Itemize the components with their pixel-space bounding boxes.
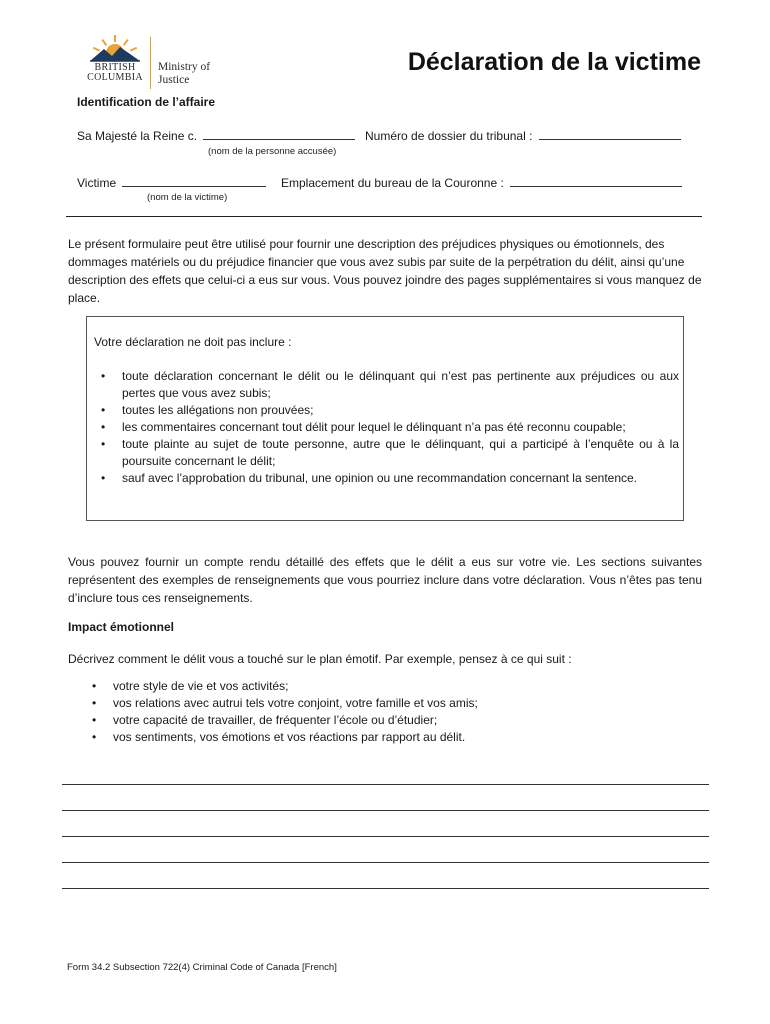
crown-field [77, 128, 355, 143]
list-item: • votre capacité de travailler, de fréquenter l’école ou d’étudier; [113, 712, 673, 729]
list-item: • sauf avec l’approbation du tribunal, une opinion ou une recommandation concernant la sentence. [122, 470, 679, 487]
emotional-impact-prompt: Décrivez comment le délit vous a touché sur le plan émotif. Par exemple, pensez à ce qui suit : [68, 652, 572, 666]
bc-sun-mountains-icon [82, 33, 148, 65]
case-identification-heading: Identification de l’affaire [77, 95, 216, 109]
section-divider [66, 216, 702, 217]
list-item: • toute déclaration concernant le délit ou le délinquant qui n’est pas pertinente aux préjudices ou aux pertes que vous avez subis; [122, 368, 679, 402]
detail-paragraph: Vous pouvez fournir un compte rendu détaillé des effets que le délit a eus sur votre vie. Les sections suivantes représentent des exemples de renseignements que vous pourriez inclure dans votre déclaration. Vous n’êtes pas tenu d’inclure tous ces renseignements. [68, 555, 702, 605]
exclusions-list [87, 368, 685, 487]
victim-name-input[interactable] [122, 175, 266, 187]
emotional-impact-list [113, 678, 673, 746]
victim-name-note: (nom de la victime) [147, 192, 228, 203]
exclusions-box [86, 316, 684, 521]
answer-line[interactable] [62, 888, 709, 889]
list-item: • toutes les allégations non prouvées; [122, 402, 679, 419]
crown-office-input[interactable] [510, 175, 682, 187]
exclusions-title: Votre déclaration ne doit pas inclure : [94, 335, 292, 349]
page-title: Déclaration de la victime [407, 48, 701, 76]
logo-org-name: BRITISH COLUMBIA [87, 62, 143, 83]
answer-line[interactable] [62, 862, 709, 863]
emotional-impact-heading: Impact émotionnel [68, 620, 175, 634]
logo-divider [150, 37, 151, 89]
list-item: • vos sentiments, vos émotions et vos réactions par rapport au délit. [113, 729, 673, 746]
logo-ministry: Ministry of Justice [158, 61, 211, 86]
court-file-input[interactable] [539, 128, 681, 140]
list-item: • vos relations avec autrui tels votre conjoint, votre famille et vos amis; [113, 695, 673, 712]
answer-line[interactable] [62, 784, 709, 785]
accused-name-note: (nom de la personne accusée) [208, 146, 337, 157]
court-file-field [365, 128, 681, 143]
victim-label: Victime [77, 176, 117, 190]
crown-office-label: Emplacement du bureau de la Couronne : [281, 176, 504, 190]
victim-field [77, 175, 266, 190]
answer-line[interactable] [62, 810, 709, 811]
answer-line[interactable] [62, 836, 709, 837]
form-footer: Form 34.2 Subsection 722(4) Criminal Code of Canada [French] [67, 962, 337, 973]
crown-label: Sa Majesté la Reine c. [77, 129, 198, 143]
accused-name-input[interactable] [203, 128, 355, 140]
list-item: • les commentaires concernant tout délit pour lequel le délinquant n’a pas été reconnu coupable; [122, 419, 679, 436]
bc-logo [82, 33, 222, 89]
intro-paragraph: Le présent formulaire peut être utilisé pour fournir une description des préjudices physiques ou émotionnels, des dommages matériels ou du préjudice financier que vous avez subis par suite de la perpétration du délit, ainsi qu’une description des effets que celui-ci a eus sur vous. Vous pouvez joindre des pages supplémentaires si vous manquez de place. [68, 237, 702, 305]
list-item: • toute plainte au sujet de toute personne, autre que le délinquant, qui a participé à l’enquête ou à la poursuite concernant le délit; [122, 436, 679, 470]
list-item: • votre style de vie et vos activités; [113, 678, 673, 695]
crown-office-field [281, 175, 682, 190]
court-file-label: Numéro de dossier du tribunal : [365, 129, 533, 143]
